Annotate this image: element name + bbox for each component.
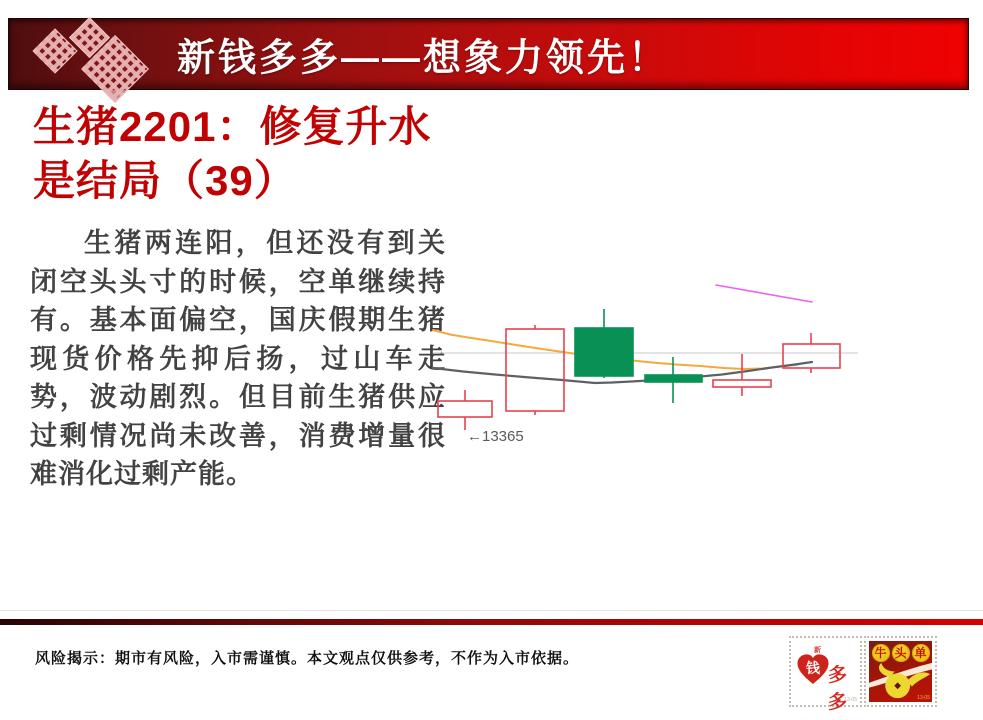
niutoudan-logo	[864, 636, 937, 707]
disclaimer-text: 风险揭示：期市有风险，入市需谨慎。本文观点仅供参考，不作为入市依据。	[35, 650, 580, 667]
tiny-mark: 新	[814, 647, 821, 654]
qianduoduo-logo	[789, 636, 862, 713]
banner	[8, 18, 969, 90]
badge-char: 牛	[872, 644, 890, 662]
tiny-mark: 13-05	[917, 695, 930, 701]
heart-icon	[796, 654, 830, 685]
tiny-mark: 13-05	[844, 697, 857, 703]
banner-logo-diamonds	[31, 19, 161, 89]
svg-text:←13365: ←13365	[467, 428, 524, 445]
body-paragraph: 生猪两连阳，但还没有到关闭空头头寸的时候，空单继续持有。基本面偏空，国庆假期生猪现货价格先抑后扬，过山车走势，波动剧烈。但目前生猪供应过剩情况尚未改善，消费增量很难消化过剩产能。	[30, 228, 446, 489]
heart-char: 钱	[806, 660, 820, 676]
page-title	[33, 100, 473, 208]
badge-char: 头	[892, 644, 910, 662]
banner-title: 新钱多多——想象力领先！	[177, 37, 670, 80]
page-title-line2: 是结局（39）	[33, 157, 297, 204]
logo-text: 多多	[828, 665, 847, 713]
niutoudan-panel	[869, 641, 932, 702]
footer-red-bar	[0, 619, 983, 625]
footer-divider	[0, 610, 983, 611]
badge-char: 单	[912, 644, 930, 662]
page-title-line1: 生猪2201：修复升水	[33, 103, 432, 150]
